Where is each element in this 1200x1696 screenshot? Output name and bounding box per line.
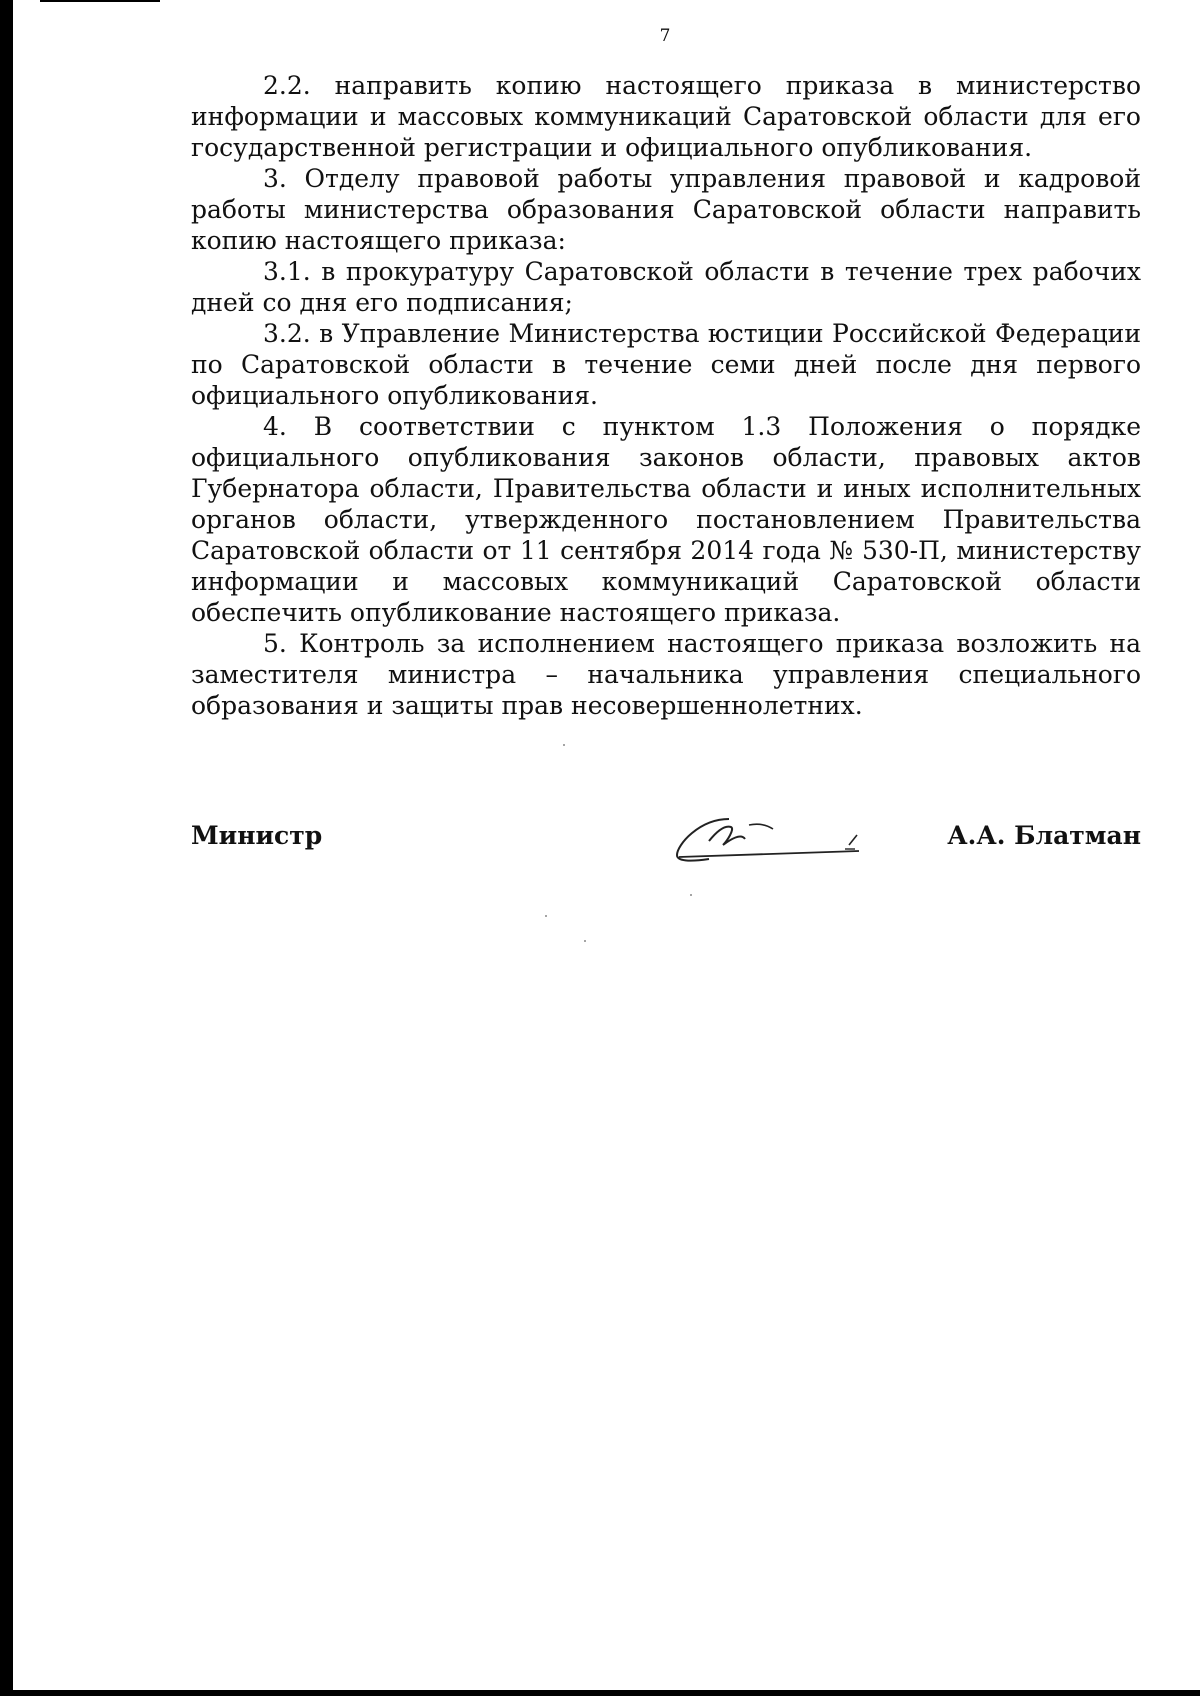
scan-speck [584, 940, 586, 942]
paragraph-4: 4. В соответствии с пунктом 1.3 Положения о порядке официального опубликования законов области, правовых актов Губернатора области, Правительства области и иных исполнительных органов области, утвержденного постановлением Правительства Саратовской области от 11 сентября 2014 года № 530-П, министерству информации и массовых коммуникаций Саратовской области обеспечить опубликование настоящего приказа. [191, 412, 1141, 627]
paragraph-5: 5. Контроль за исполнением настоящего приказа возложить на заместителя министра – начальника управления специального образования и защиты прав несовершеннолетних. [191, 629, 1141, 720]
paragraph-3-2: 3.2. в Управление Министерства юстиции Российской Федерации по Саратовской области в течение семи дней после дня первого официального опубликования. [191, 319, 1141, 410]
signatory-name: А.А. Блатман [947, 821, 1141, 850]
scan-corner-mark [40, 0, 160, 7]
scan-speck [563, 744, 565, 746]
paragraph-2-2: 2.2. направить копию настоящего приказа в министерство информации и массовых коммуникаций Саратовской области для его государственной регистрации и официального опубликования. [191, 71, 1141, 162]
scan-edge-left [0, 0, 13, 1696]
scan-speck [690, 894, 692, 896]
signatory-title: Министр [191, 821, 323, 850]
signature-block [191, 805, 1141, 865]
page-number: 7 [659, 26, 671, 46]
paragraph-3-1: 3.1. в прокуратуру Саратовской области в течение трех рабочих дней со дня его подписания; [191, 257, 1141, 317]
document-body [191, 70, 1141, 721]
scan-speck [545, 915, 547, 917]
handwritten-signature [669, 805, 869, 865]
scan-edge-bottom [0, 1690, 1200, 1696]
paragraph-3: 3. Отделу правовой работы управления правовой и кадровой работы министерства образования Саратовской области направить копию настоящего приказа: [191, 164, 1141, 255]
